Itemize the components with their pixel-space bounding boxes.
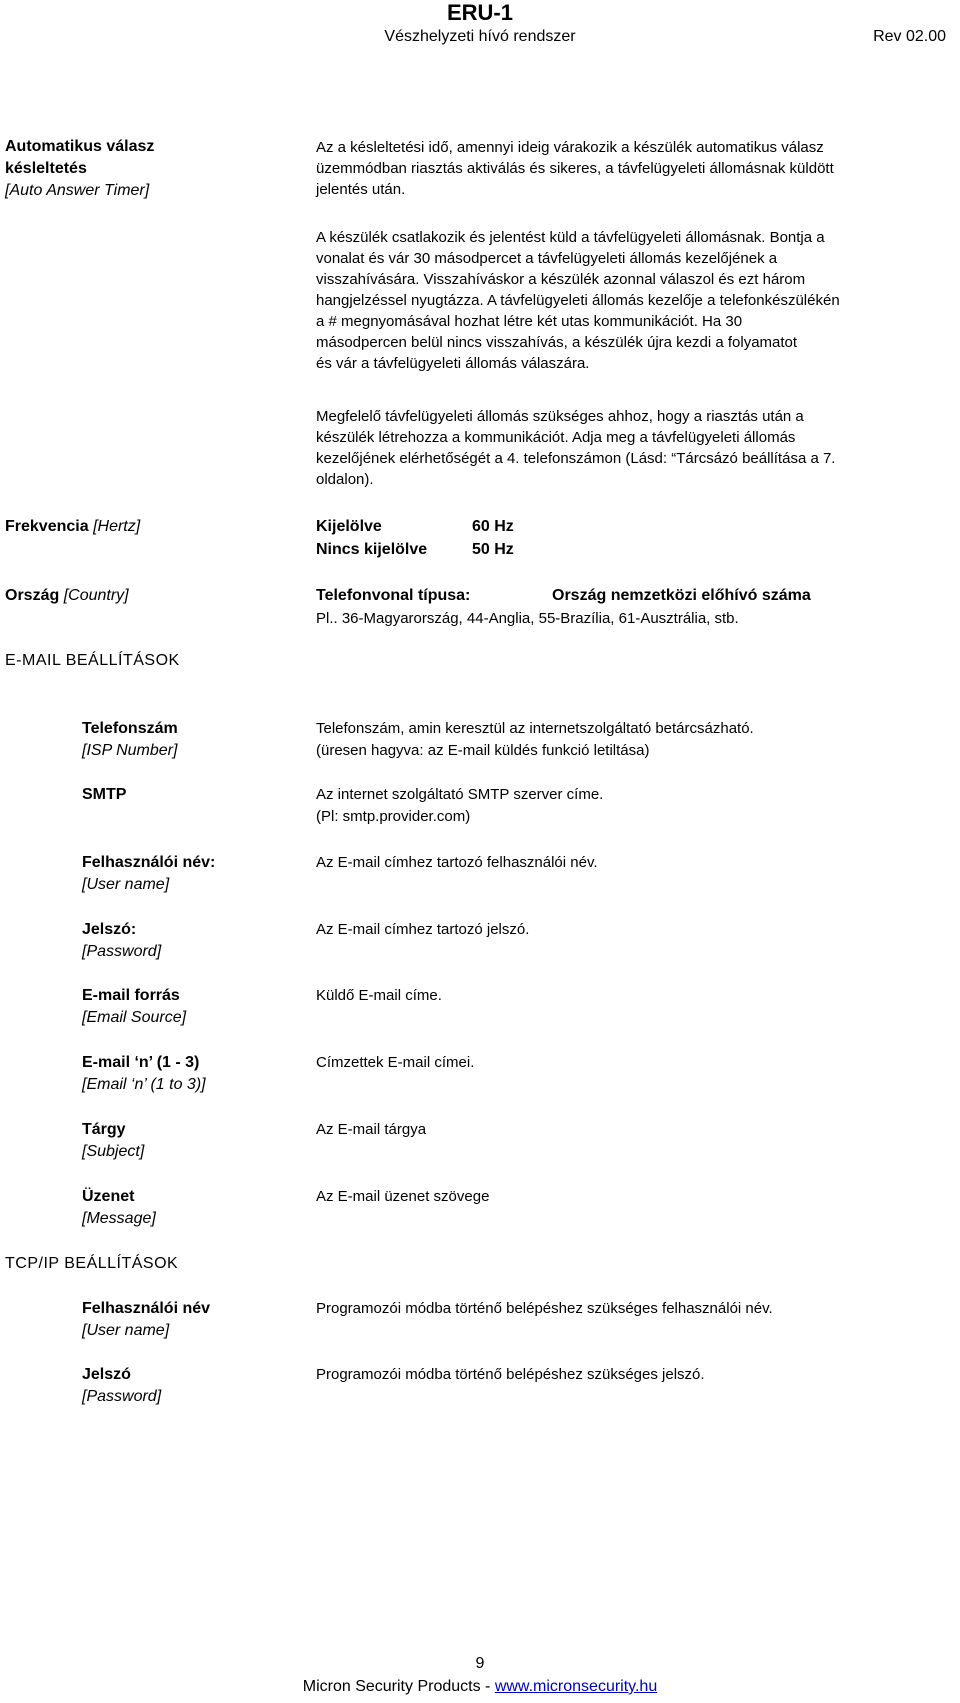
field-name: Jelszó	[82, 1366, 131, 1383]
country-prefix-label: Ország nemzetközi előhívó száma	[552, 587, 811, 604]
field-desc-line1: Az internet szolgáltató SMTP szerver címe.	[316, 786, 604, 803]
frequency-unchecked-value: 50 Hz	[472, 541, 514, 558]
field-name-en: [Message]	[82, 1210, 156, 1227]
auto-answer-label-line1: Automatikus válasz	[5, 138, 155, 155]
auto-answer-para2-line2: vonalat és vár 30 másodpercet a távfelügyeleti állomás kezelőjének a	[316, 250, 778, 267]
auto-answer-para3-line2: készülék létrehozza a kommunikációt. Adja meg a távfelügyeleti állomás	[316, 429, 796, 446]
field-name: Telefonszám	[82, 720, 178, 737]
email-field-password	[82, 919, 161, 963]
frequency-checked-label: Kijelölve	[316, 518, 382, 535]
email-section-heading: E-MAIL BEÁLLÍTÁSOK	[5, 652, 180, 669]
field-desc-line1: Az E-mail címhez tartozó felhasználói név.	[316, 854, 598, 871]
field-desc-line1: Az E-mail tárgya	[316, 1121, 427, 1138]
field-name-en: [Subject]	[82, 1143, 145, 1160]
field-desc-line1: Az E-mail címhez tartozó jelszó.	[316, 921, 530, 938]
tcpip-field-password	[82, 1364, 161, 1408]
frequency-unchecked-label: Nincs kijelölve	[316, 541, 428, 558]
email-field-isp-number	[82, 718, 178, 762]
email-field-source-desc	[316, 985, 948, 1007]
field-name: SMTP	[82, 786, 127, 803]
email-field-subject-desc	[316, 1119, 948, 1141]
auto-answer-para2-line5: a # megnyomásával hozhat létre két utas kommunikációt. Ha 30	[316, 313, 743, 330]
auto-answer-description-3	[316, 406, 948, 490]
email-field-source	[82, 985, 186, 1029]
frequency-label-en: [Hertz]	[93, 518, 141, 535]
field-name: Jelszó:	[82, 921, 137, 938]
tcpip-field-user-name	[82, 1298, 210, 1342]
email-field-recipients-desc	[316, 1052, 948, 1074]
document-subtitle: Vészhelyzeti hívó rendszer	[384, 28, 576, 45]
email-field-user-name-desc	[316, 852, 948, 874]
tcpip-field-user-name-desc	[316, 1298, 948, 1320]
field-desc-line1: Az E-mail üzenet szövege	[316, 1188, 490, 1205]
field-name: E-mail forrás	[82, 987, 180, 1004]
auto-answer-para2-line1: A készülék csatlakozik és jelentést küld a távfelügyeleti állomásnak. Bontja a	[316, 229, 825, 246]
field-name-en: [User name]	[82, 876, 170, 893]
auto-answer-para2-line6: másodpercen belül nincs visszahívás, a készülék újra kezdi a folyamatot	[316, 334, 798, 351]
footer	[0, 1676, 960, 1698]
field-name: Felhasználói név	[82, 1300, 211, 1317]
tcpip-section-heading: TCP/IP BEÁLLÍTÁSOK	[5, 1255, 179, 1272]
field-desc-line1: Címzettek E-mail címei.	[316, 1054, 475, 1071]
field-desc-line1: Küldő E-mail címe.	[316, 987, 442, 1004]
country-label-main: Ország	[5, 587, 60, 604]
frequency-label	[5, 516, 140, 538]
footer-link[interactable]: www.micronsecurity.hu	[494, 1678, 658, 1695]
frequency-label-main: Frekvencia	[5, 518, 89, 535]
page-number: 9	[475, 1655, 485, 1672]
email-field-user-name	[82, 852, 215, 896]
field-name-en: [Email Source]	[82, 1009, 187, 1026]
auto-answer-para1-line1: Az a késleltetési idő, amennyi ideig várakozik a készülék automatikus válasz	[316, 139, 824, 156]
auto-answer-para2-line3: visszahívására. Visszahíváskor a készülék azonnal válaszol és ezt három	[316, 271, 806, 288]
country-example: Pl.. 36-Magyarország, 44-Anglia, 55-Brazília, 61-Ausztrália, stb.	[316, 610, 739, 627]
field-name: Tárgy	[82, 1121, 126, 1138]
field-name-en: [Password]	[82, 1388, 162, 1405]
field-name: Felhasználói név:	[82, 854, 216, 871]
email-field-password-desc	[316, 919, 948, 941]
auto-answer-para3-line4: oldalon).	[316, 471, 374, 488]
revision-label: Rev 02.00	[873, 28, 946, 45]
email-field-recipients	[82, 1052, 206, 1096]
field-name-en: [ISP Number]	[82, 742, 178, 759]
country-label-en: [Country]	[63, 587, 129, 604]
auto-answer-para2-line7: és vár a távfelügyeleti állomás válaszára.	[316, 355, 590, 372]
field-name-en: [Email ‘n’ (1 to 3)]	[82, 1076, 206, 1093]
email-field-message	[82, 1186, 156, 1230]
field-desc-line1: Programozói módba történő belépéshez szükséges jelszó.	[316, 1366, 705, 1383]
country-line-type-label: Telefonvonal típusa:	[316, 587, 471, 604]
auto-answer-para3-line1: Megfelelő távfelügyeleti állomás szükséges ahhoz, hogy a riasztás után a	[316, 408, 804, 425]
email-field-smtp	[82, 784, 126, 806]
auto-answer-label	[5, 136, 154, 202]
field-desc-line2: (üresen hagyva: az E-mail küldés funkció letiltása)	[316, 742, 650, 759]
email-field-message-desc	[316, 1186, 948, 1208]
email-field-isp-number-desc	[316, 718, 948, 762]
auto-answer-para3-line3: kezelőjének elérhetőségét a 4. telefonszámon (Lásd: “Tárcsázó beállítása a 7.	[316, 450, 836, 467]
field-name-en: [Password]	[82, 943, 162, 960]
frequency-checked-value: 60 Hz	[472, 518, 514, 535]
country-label	[5, 585, 129, 607]
document-title: ERU-1	[446, 0, 513, 25]
tcpip-field-password-desc	[316, 1364, 948, 1386]
email-field-smtp-desc	[316, 784, 948, 828]
field-desc-line2: (Pl: smtp.provider.com)	[316, 808, 471, 825]
field-desc-line1: Programozói módba történő belépéshez szükséges felhasználói név.	[316, 1300, 773, 1317]
field-name: Üzenet	[82, 1188, 135, 1205]
auto-answer-description-1	[316, 137, 948, 200]
auto-answer-para1-line2: üzemmódban riasztás aktiválás és sikeres, a távfelügyeleti állomásnak küldött	[316, 160, 834, 177]
auto-answer-label-line2: késleltetés	[5, 160, 87, 177]
auto-answer-para2-line4: hangjelzéssel nyugtázza. A távfelügyeleti állomás kezelője a telefonkészülékén	[316, 292, 840, 309]
field-name: E-mail ‘n’ (1 - 3)	[82, 1054, 200, 1071]
footer-company: Micron Security Products -	[302, 1678, 491, 1695]
email-field-subject	[82, 1119, 144, 1163]
auto-answer-label-en: [Auto Answer Timer]	[5, 182, 150, 199]
auto-answer-description-2	[316, 227, 948, 374]
auto-answer-para1-line3: jelentés után.	[316, 181, 406, 198]
field-name-en: [User name]	[82, 1322, 170, 1339]
field-desc-line1: Telefonszám, amin keresztül az internetszolgáltató betárcsázható.	[316, 720, 754, 737]
